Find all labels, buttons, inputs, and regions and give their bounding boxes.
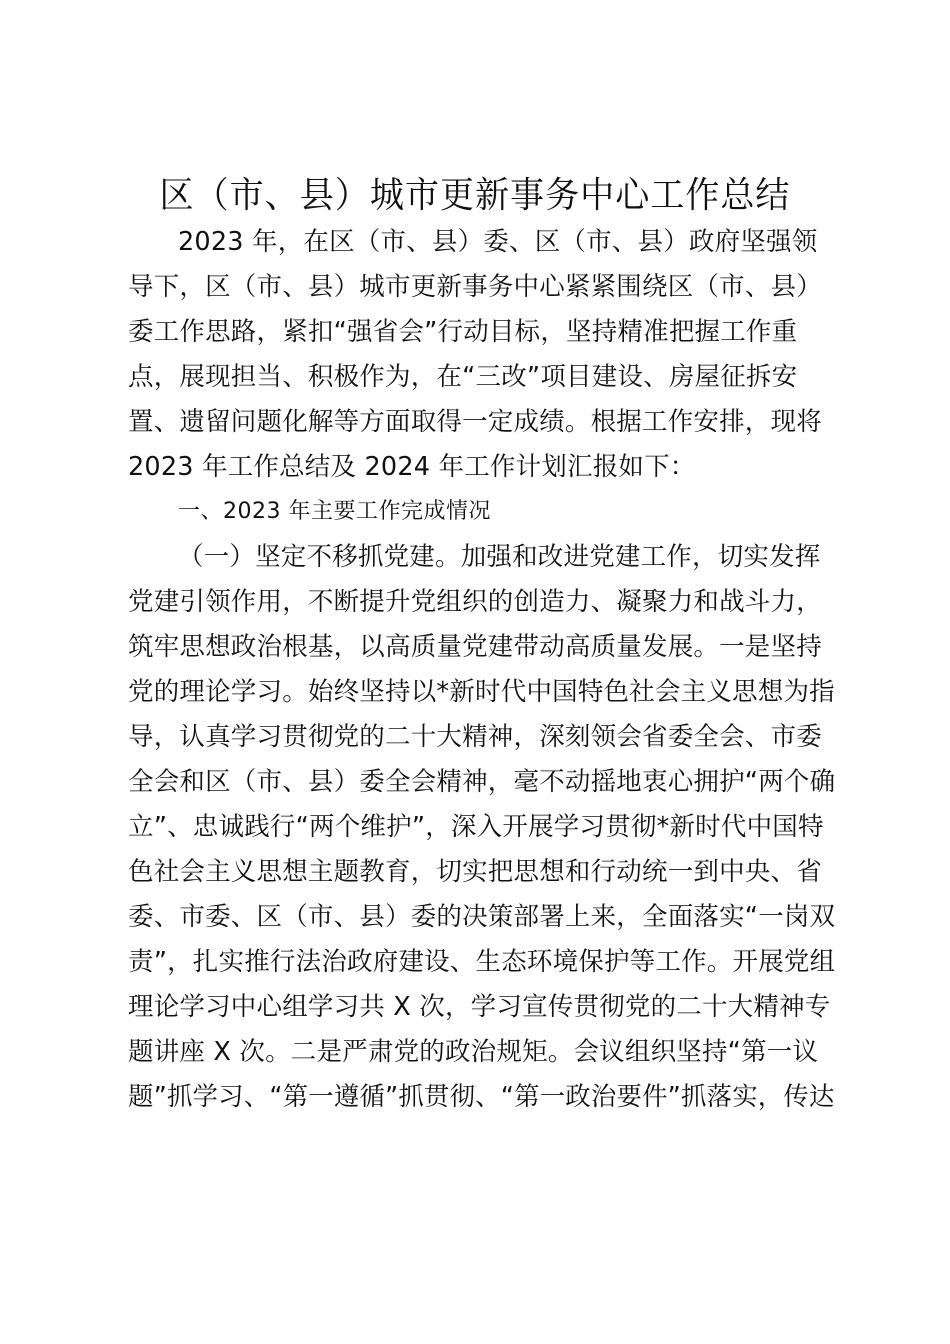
paragraph-line: 立”、忠诚践行“两个维护”，深入开展学习贯彻*新时代中国特 (128, 812, 824, 842)
paragraph-line: 2023 年，在区（市、县）委、区（市、县）政府坚强领 (178, 227, 818, 257)
paragraph-line: 色社会主义思想主题教育，切实把思想和行动统一到中央、省 (128, 857, 822, 887)
paragraph-line: 导下，区（市、县）城市更新事务中心紧紧围绕区（市、县） (128, 272, 822, 302)
document-title: 区（市、县）城市更新事务中心工作总结 (159, 175, 791, 216)
paragraph-line: 党建引领作用，不断提升党组织的创造力、凝聚力和战斗力， (128, 587, 822, 617)
paragraph-line: 责”，扎实推行法治政府建设、生态环境保护等工作。开展党组 (128, 947, 836, 977)
paragraph-line: 题讲座 X 次。二是严肃党的政治规矩。会议组织坚持“第一议 (128, 1037, 819, 1067)
section-heading: 一、2023 年主要工作完成情况 (178, 499, 491, 524)
paragraph-line: 点，展现担当、积极作为，在“三改”项目建设、房屋征拆安 (128, 362, 798, 392)
paragraph-line: 导，认真学习贯彻党的二十大精神，深刻领会省委全会、市委 (128, 722, 822, 752)
paragraph-line: 置、遗留问题化解等方面取得一定成绩。根据工作安排，现将 (128, 407, 822, 437)
paragraph-line: 全会和区（市、县）委全会精神，毫不动摇地衷心拥护“两个确 (128, 767, 836, 797)
paragraph-line: 委、市委、区（市、县）委的决策部署上来，全面落实“一岗双 (128, 902, 836, 932)
paragraph-line: 委工作思路，紧扣“强省会”行动目标，坚持精准把握工作重 (128, 317, 798, 347)
paragraph-line: 理论学习中心组学习共 X 次，学习宣传贯彻党的二十大精神专 (128, 992, 831, 1022)
paragraph-line: 党的理论学习。始终坚持以*新时代中国特色社会主义思想为指 (128, 677, 835, 707)
paragraph-line: 题”抓学习、“第一遵循”抓贯彻、“第一政治要件”抓落实，传达 (128, 1082, 835, 1112)
paragraph-line: 2023 年工作总结及 2024 年工作计划汇报如下： (128, 452, 696, 482)
paragraph-line: 筑牢思想政治根基，以高质量党建带动高质量发展。一是坚持 (128, 632, 822, 662)
paragraph-line: （一）坚定不移抓党建。加强和改进党建工作，切实发挥 (178, 542, 821, 572)
